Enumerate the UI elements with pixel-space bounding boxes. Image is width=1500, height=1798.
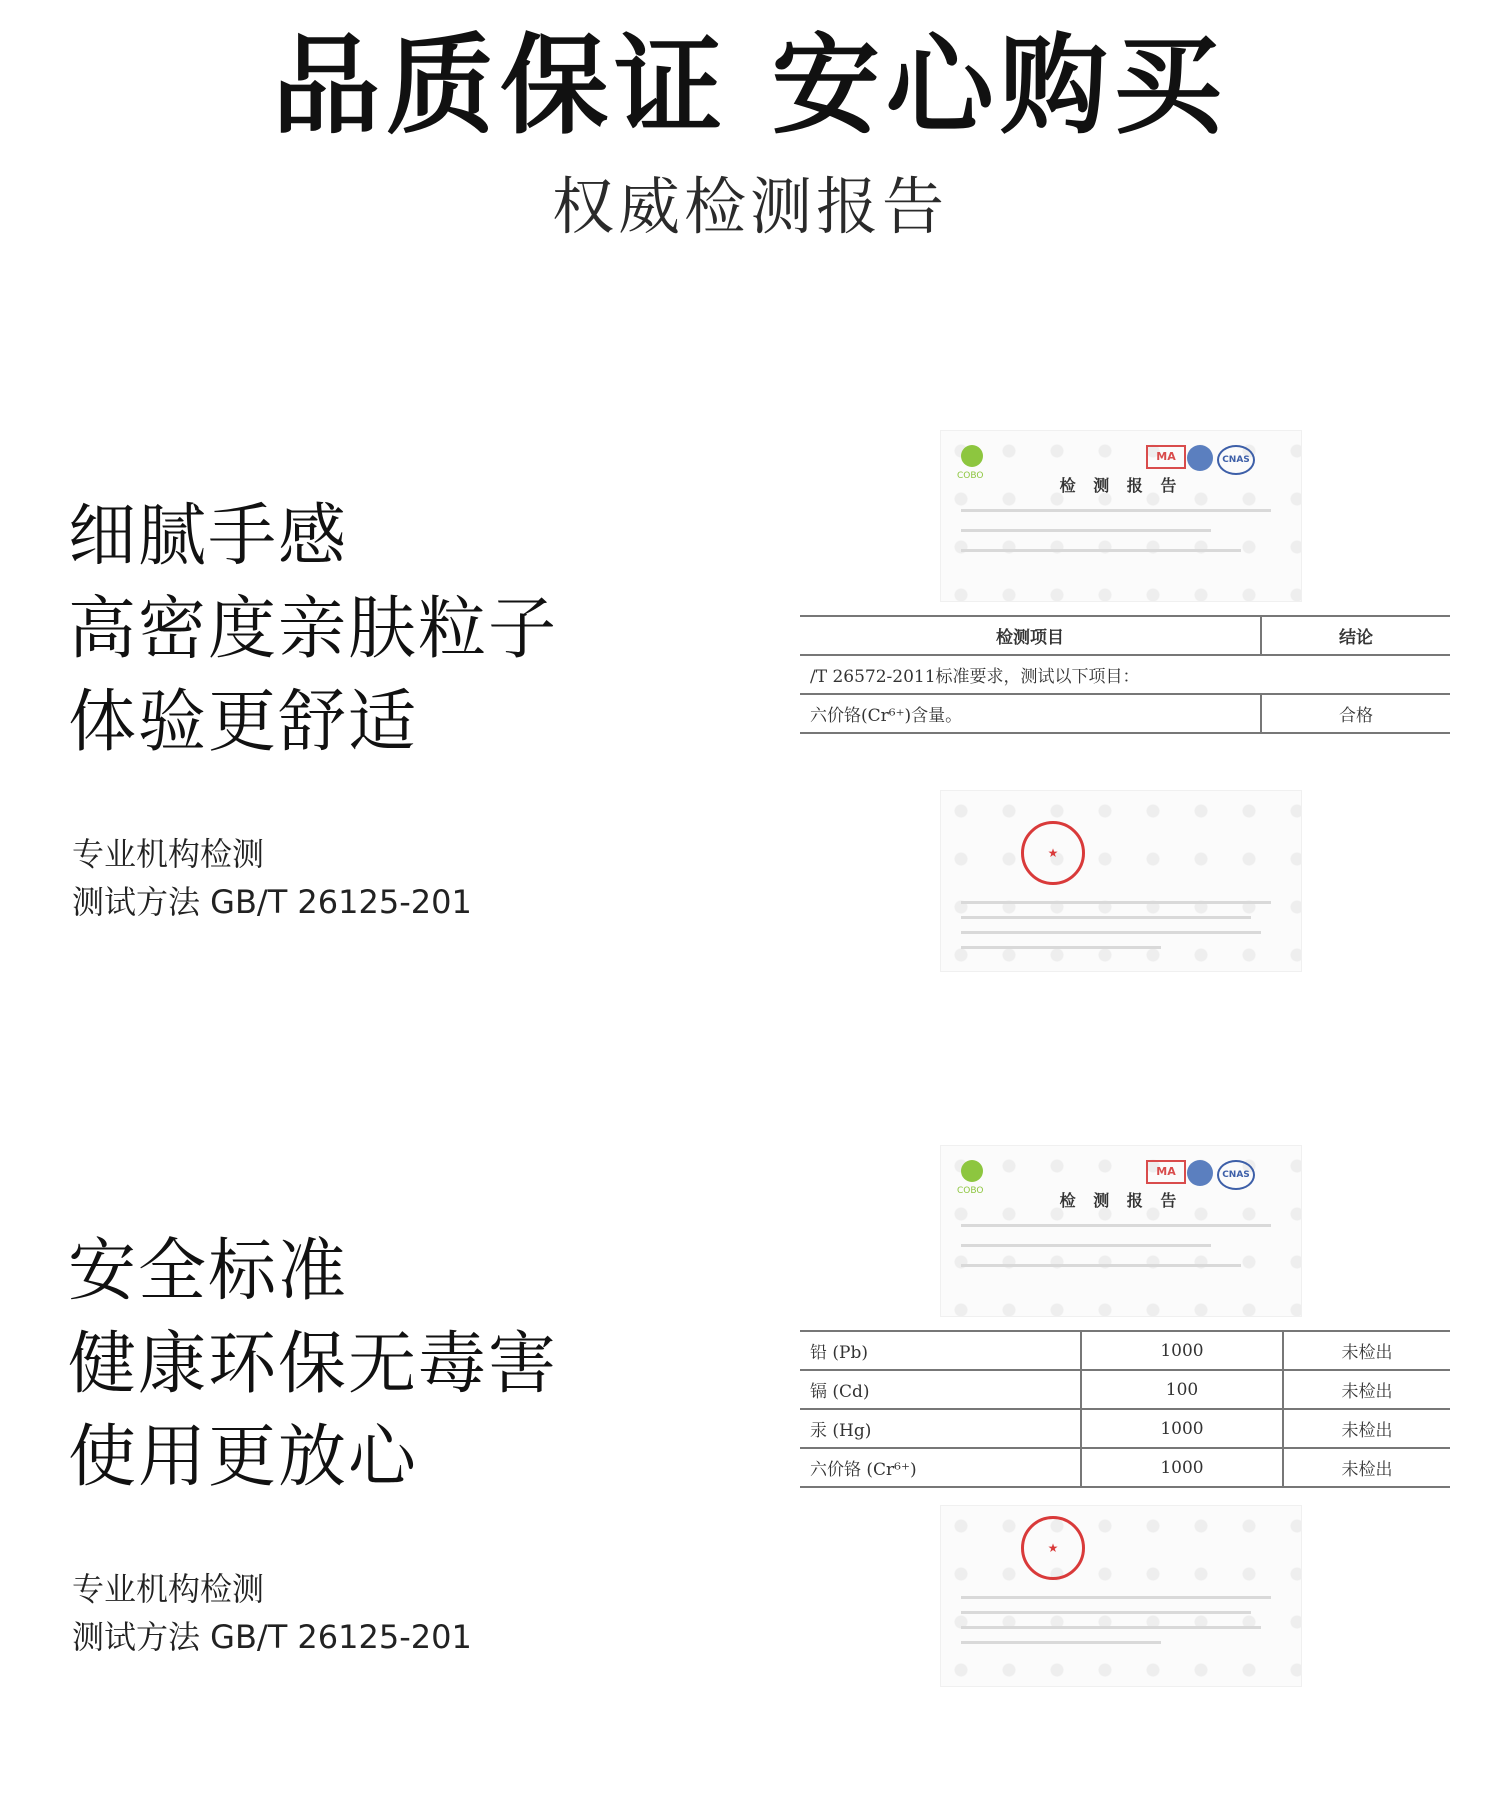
table-cell: 镉 (Cd) bbox=[800, 1370, 1081, 1409]
page-subheading: 权威检测报告 bbox=[551, 170, 948, 243]
table-cell: 1000 bbox=[1081, 1409, 1283, 1448]
table-header-row bbox=[800, 616, 1450, 655]
table-cell: 未检出 bbox=[1283, 1331, 1450, 1370]
cobo-logo-text: COBO bbox=[957, 471, 984, 481]
feature-line: 安全标准 bbox=[68, 1232, 349, 1311]
table-cell: 未检出 bbox=[1283, 1448, 1450, 1487]
cnas-cert-icon: CNAS bbox=[1217, 445, 1255, 475]
cobo-logo-icon bbox=[961, 1160, 983, 1182]
report-table bbox=[800, 1330, 1450, 1488]
report-title: 检 测 报 告 bbox=[1059, 476, 1183, 495]
note-line: 专业机构检测 bbox=[72, 1570, 265, 1608]
table-header-cell: 结论 bbox=[1261, 616, 1450, 655]
feature-line: 高密度亲肤粒子 bbox=[68, 590, 559, 669]
report-text-line bbox=[961, 946, 1161, 949]
ilac-cert-icon bbox=[1187, 1160, 1213, 1186]
table-cell: 六价铬(Cr⁶⁺)含量。 bbox=[800, 694, 1261, 733]
table-row bbox=[800, 655, 1450, 694]
testing-note bbox=[72, 830, 472, 926]
report-text-line bbox=[961, 916, 1251, 919]
table-cell: 100 bbox=[1081, 1370, 1283, 1409]
note-line: 测试方法 GB/T 26125-201 bbox=[72, 883, 472, 921]
table-cell: 未检出 bbox=[1283, 1370, 1450, 1409]
testing-note bbox=[72, 1565, 472, 1661]
cobo-logo-icon bbox=[961, 445, 983, 467]
table-row bbox=[800, 1448, 1450, 1487]
table-row bbox=[800, 1370, 1450, 1409]
table-row bbox=[800, 1331, 1450, 1370]
table-row bbox=[800, 1409, 1450, 1448]
feature-section-safety bbox=[0, 1165, 1500, 1735]
table-cell: 合格 bbox=[1261, 694, 1450, 733]
test-report-image bbox=[800, 1145, 1450, 1685]
report-text-line bbox=[961, 931, 1261, 934]
report-text-line bbox=[961, 509, 1271, 512]
table-cell: 六价铬 (Cr⁶⁺) bbox=[800, 1448, 1081, 1487]
feature-lines bbox=[68, 490, 558, 769]
report-sheet-bottom bbox=[940, 790, 1302, 972]
report-text-line bbox=[961, 1224, 1271, 1227]
note-line: 专业机构检测 bbox=[72, 835, 265, 873]
feature-section-texture bbox=[0, 440, 1500, 1000]
report-text-line bbox=[961, 1611, 1251, 1614]
red-seal-stamp: ★ bbox=[1021, 821, 1085, 885]
report-text-line bbox=[961, 529, 1211, 532]
test-report-image bbox=[800, 430, 1450, 970]
report-text-line bbox=[961, 1641, 1161, 1644]
report-text-line bbox=[961, 1626, 1261, 1629]
cobo-logo-text: COBO bbox=[957, 1186, 984, 1196]
feature-line: 使用更放心 bbox=[68, 1418, 419, 1497]
report-title: 检 测 报 告 bbox=[1059, 1191, 1183, 1210]
table-cell: 汞 (Hg) bbox=[800, 1409, 1081, 1448]
table-cell: 1000 bbox=[1081, 1331, 1283, 1370]
ilac-cert-icon bbox=[1187, 445, 1213, 471]
cnas-cert-icon: CNAS bbox=[1217, 1160, 1255, 1190]
report-sheet-top bbox=[940, 1145, 1302, 1317]
report-text-line bbox=[961, 1244, 1211, 1247]
table-row bbox=[800, 694, 1450, 733]
report-text-line bbox=[961, 549, 1241, 552]
table-cell: /T 26572-2011标准要求，测试以下项目： bbox=[800, 655, 1450, 694]
report-text-line bbox=[961, 901, 1271, 904]
feature-line: 体验更舒适 bbox=[68, 683, 419, 762]
feature-line: 健康环保无毒害 bbox=[68, 1325, 559, 1404]
report-sheet-top bbox=[940, 430, 1302, 602]
ma-cert-icon: MA bbox=[1146, 1160, 1186, 1184]
report-table bbox=[800, 615, 1450, 734]
report-text-line bbox=[961, 1264, 1241, 1267]
report-sheet-bottom bbox=[940, 1505, 1302, 1687]
table-cell: 未检出 bbox=[1283, 1409, 1450, 1448]
red-seal-stamp: ★ bbox=[1021, 1516, 1085, 1580]
table-cell: 1000 bbox=[1081, 1448, 1283, 1487]
ma-cert-icon: MA bbox=[1146, 445, 1186, 469]
table-cell: 铅 (Pb) bbox=[800, 1331, 1081, 1370]
page-headline: 品质保证 安心购买 bbox=[272, 24, 1228, 149]
feature-line: 细腻手感 bbox=[68, 497, 349, 576]
report-text-line bbox=[961, 1596, 1271, 1599]
feature-lines bbox=[68, 1225, 558, 1504]
table-header-cell: 检测项目 bbox=[800, 616, 1261, 655]
note-line: 测试方法 GB/T 26125-201 bbox=[72, 1618, 472, 1656]
